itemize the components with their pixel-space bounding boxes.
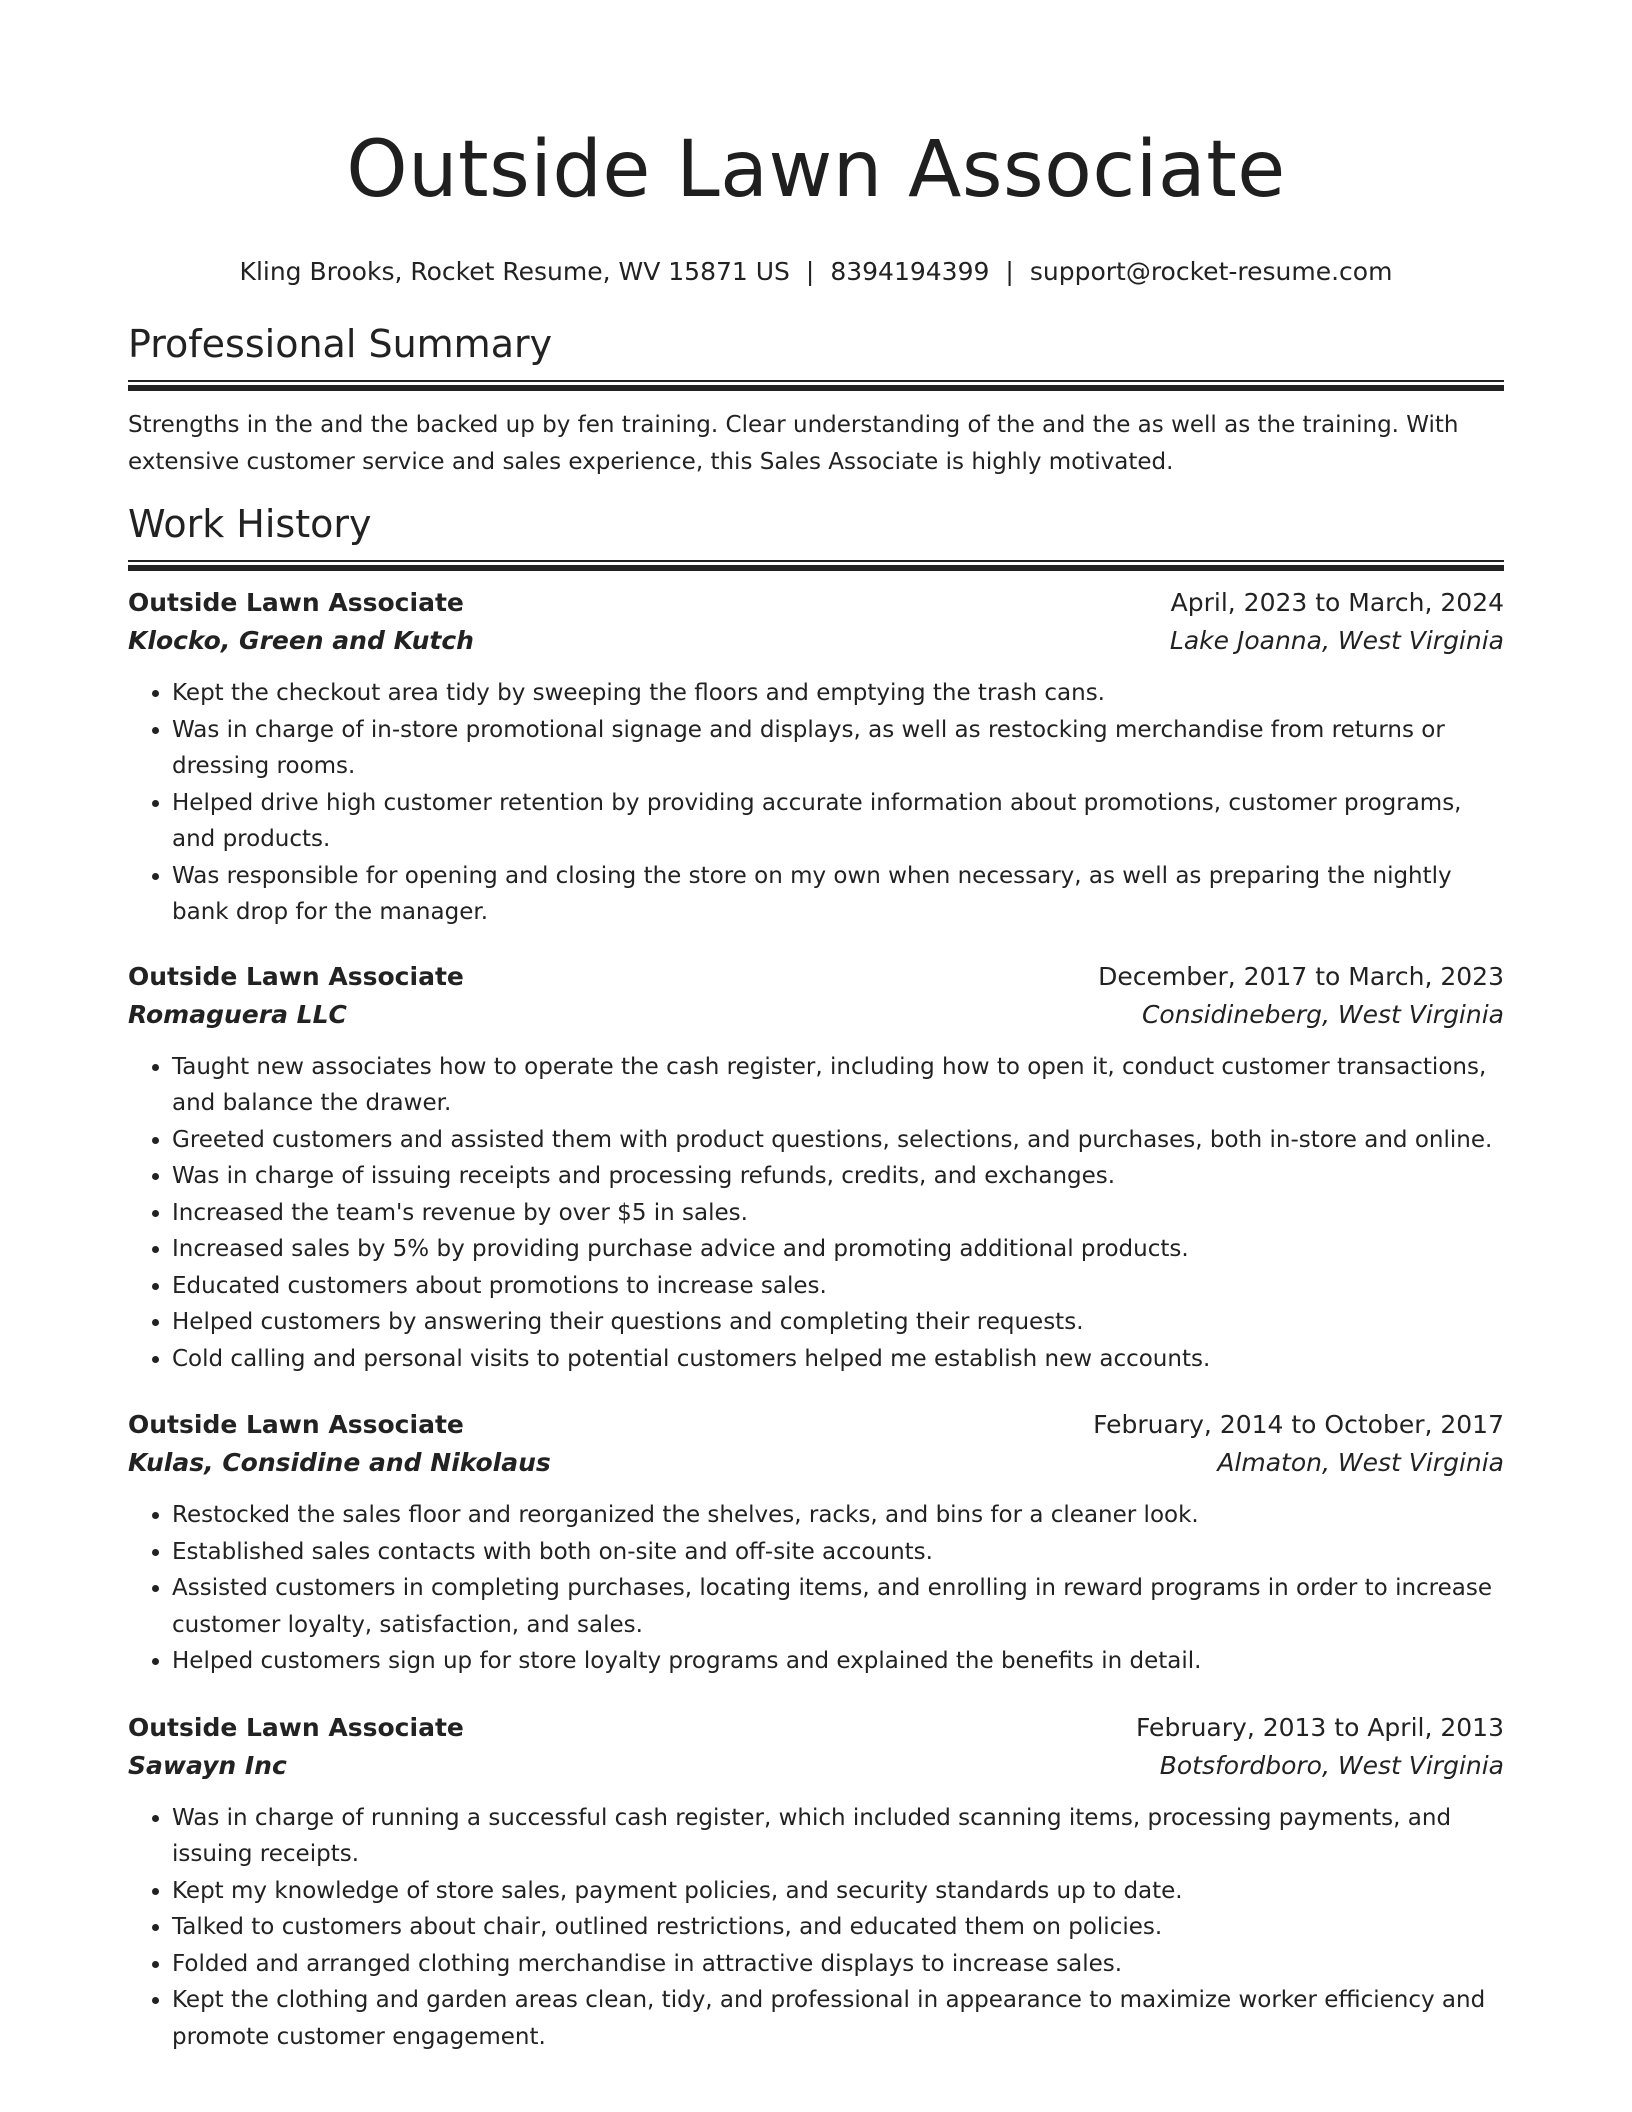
job-location: Botsfordboro, West Virginia bbox=[1159, 1750, 1504, 1780]
job-bullet: • Cold calling and personal visits to potential customers helped me establish new accounts. bbox=[172, 1341, 1504, 1378]
job-bullet: • Talked to customers about chair, outlined restrictions, and educated them on policies. bbox=[172, 1909, 1504, 1946]
job-entry bbox=[128, 959, 1504, 1378]
job-dates: December, 2017 to March, 2023 bbox=[1098, 961, 1504, 991]
job-header-row bbox=[128, 1710, 1504, 1746]
job-company-row bbox=[128, 995, 1504, 1035]
job-title: Outside Lawn Associate bbox=[128, 1712, 464, 1742]
job-bullet: • Established sales contacts with both on-site and off-site accounts. bbox=[172, 1534, 1504, 1571]
job-header-row bbox=[128, 959, 1504, 995]
job-bullet: • Folded and arranged clothing merchandise in attractive displays to increase sales. bbox=[172, 1946, 1504, 1983]
job-bullet: • Was in charge of issuing receipts and processing refunds, credits, and exchanges. bbox=[172, 1158, 1504, 1195]
job-bullet: • Helped drive high customer retention by providing accurate information about promotions, customer programs, and products. bbox=[172, 785, 1504, 858]
work-history-heading: Work History bbox=[128, 502, 372, 546]
job-location: Considineberg, West Virginia bbox=[1141, 999, 1504, 1029]
contact-separator: | bbox=[1005, 257, 1014, 286]
job-company-row bbox=[128, 1746, 1504, 1786]
summary-section bbox=[128, 321, 1504, 481]
job-company-row bbox=[128, 621, 1504, 661]
contact-address: Kling Brooks, Rocket Resume, WV 15871 US bbox=[239, 257, 790, 286]
job-bullet: • Was in charge of in-store promotional signage and displays, as well as restocking merchandise from returns or dressing rooms. bbox=[172, 712, 1504, 785]
job-bullet: • Increased sales by 5% by providing purchase advice and promoting additional products. bbox=[172, 1231, 1504, 1268]
job-bullet: • Kept my knowledge of store sales, payment policies, and security standards up to date. bbox=[172, 1873, 1504, 1910]
job-bullet: • Assisted customers in completing purchases, locating items, and enrolling in reward programs in order to increase customer loyalty, satisfaction, and sales. bbox=[172, 1570, 1504, 1643]
job-header-row bbox=[128, 1407, 1504, 1443]
job-list bbox=[128, 585, 1504, 2055]
job-dates: February, 2014 to October, 2017 bbox=[1093, 1410, 1504, 1439]
job-bullet: • Educated customers about promotions to increase sales. bbox=[172, 1268, 1504, 1305]
job-bullet: • Restocked the sales floor and reorganized the shelves, racks, and bins for a cleaner look. bbox=[172, 1497, 1504, 1534]
job-entry bbox=[128, 1710, 1504, 2056]
job-bullet: • Was responsible for opening and closing the store on my own when necessary, as well as preparing the nightly bank drop for the manager. bbox=[172, 858, 1504, 931]
job-title: Outside Lawn Associate bbox=[128, 1410, 464, 1439]
job-bullet: • Helped customers by answering their questions and completing their requests. bbox=[172, 1304, 1504, 1341]
job-title: Outside Lawn Associate bbox=[128, 588, 464, 617]
job-company: Romaguera LLC bbox=[128, 999, 347, 1029]
job-company-row bbox=[128, 1443, 1504, 1483]
section-divider bbox=[128, 560, 1504, 571]
job-company: Sawayn Inc bbox=[128, 1750, 287, 1780]
summary-heading: Professional Summary bbox=[128, 322, 553, 366]
work-history-section bbox=[128, 501, 1504, 2055]
job-title: Outside Lawn Associate bbox=[128, 961, 464, 991]
job-bullet: • Increased the team's revenue by over $5 in sales. bbox=[172, 1195, 1504, 1232]
job-bullets bbox=[128, 1049, 1504, 1378]
job-bullet: • Was in charge of running a successful cash register, which included scanning items, processing payments, and issuing receipts. bbox=[172, 1800, 1504, 1873]
section-divider bbox=[128, 380, 1504, 391]
job-company: Kulas, Considine and Nikolaus bbox=[128, 1448, 551, 1477]
contact-phone: 8394194399 bbox=[830, 257, 990, 286]
job-dates: April, 2023 to March, 2024 bbox=[1170, 588, 1504, 617]
job-bullet: • Helped customers sign up for store loyalty programs and explained the benefits in detail. bbox=[172, 1643, 1504, 1680]
job-bullet: • Taught new associates how to operate the cash register, including how to open it, conduct customer transactions, and balance the drawer. bbox=[172, 1049, 1504, 1122]
job-dates: February, 2013 to April, 2013 bbox=[1136, 1712, 1504, 1742]
job-location: Lake Joanna, West Virginia bbox=[1169, 626, 1504, 655]
resume-name: Outside Lawn Associate bbox=[346, 125, 1286, 215]
job-entry bbox=[128, 585, 1504, 931]
job-bullets bbox=[128, 1497, 1504, 1680]
job-location: Almaton, West Virginia bbox=[1217, 1448, 1504, 1477]
summary-text: Strengths in the and the backed up by fen training. Clear understanding of the and the as well as the training. With extensive customer service and sales experience, this Sales Associate is highly motivated. bbox=[128, 412, 1459, 475]
job-bullet: • Kept the clothing and garden areas clean, tidy, and professional in appearance to maximize worker efficiency and promote customer engagement. bbox=[172, 1982, 1504, 2055]
contact-line bbox=[128, 256, 1504, 288]
job-header-row bbox=[128, 585, 1504, 621]
contact-separator: | bbox=[805, 257, 815, 286]
job-bullets bbox=[128, 675, 1504, 931]
job-entry bbox=[128, 1407, 1504, 1680]
job-bullet: • Greeted customers and assisted them with product questions, selections, and purchases, both in-store and online. bbox=[172, 1122, 1504, 1159]
job-bullets bbox=[128, 1800, 1504, 2056]
contact-email: support@rocket-resume.com bbox=[1029, 257, 1393, 286]
job-bullet: • Kept the checkout area tidy by sweeping the floors and emptying the trash cans. bbox=[172, 675, 1504, 712]
job-company: Klocko, Green and Kutch bbox=[128, 626, 474, 655]
